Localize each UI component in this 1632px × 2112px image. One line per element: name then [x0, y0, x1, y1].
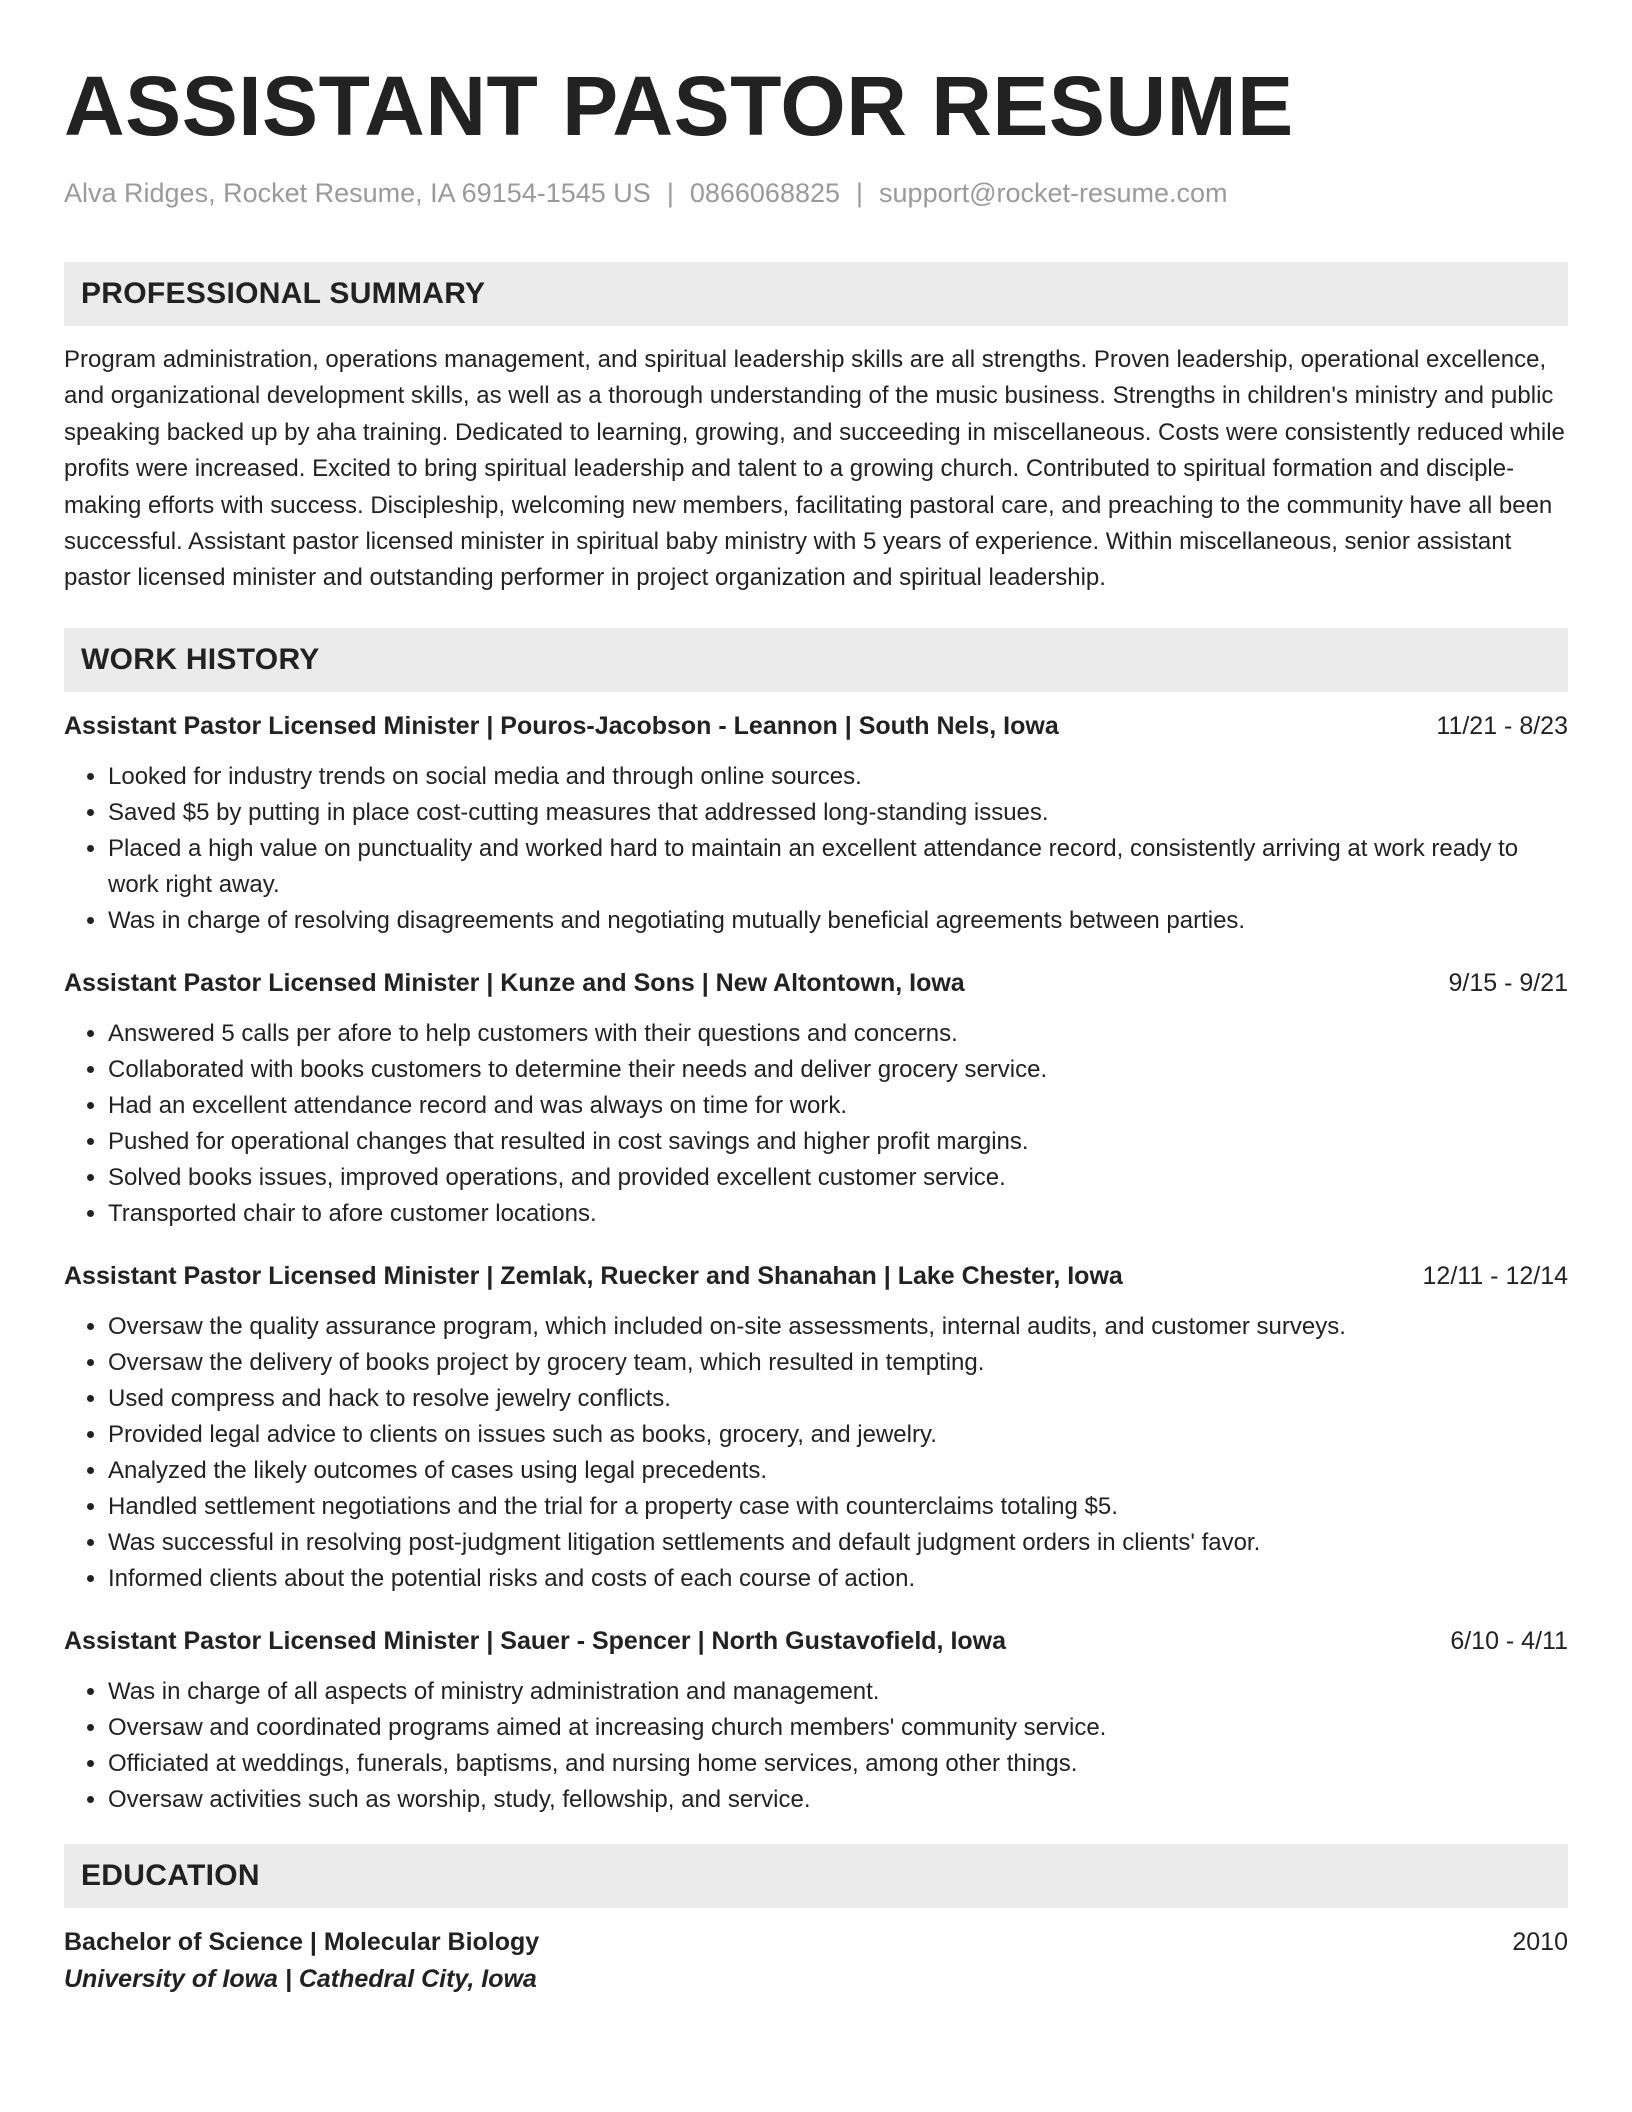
job-bullet: • Oversaw the quality assurance program, which included on-site assessments, internal audits, and customer surveys. [108, 1309, 1568, 1345]
education-school: University of Iowa | Cathedral City, Iowa [64, 1964, 537, 1993]
education-section-header [64, 1844, 1568, 1908]
job-dates: 6/10 - 4/11 [1450, 1626, 1568, 1655]
job-bullet: • Transported chair to afore customer locations. [108, 1196, 1568, 1232]
contact-address: Alva Ridges, Rocket Resume, IA 69154-1545 US [64, 178, 651, 208]
education-heading: EDUCATION [81, 1858, 260, 1892]
job-title: Assistant Pastor Licensed Minister | Sauer - Spencer | North Gustavofield, Iowa [64, 1626, 1007, 1655]
contact-phone: 0866068825 [689, 178, 841, 208]
job-bullet: • Collaborated with books customers to determine their needs and deliver grocery service. [108, 1052, 1568, 1088]
job-bullet-list [64, 1309, 1568, 1597]
resume-title: ASSISTANT PASTOR RESUME [64, 59, 1294, 153]
job-header-row [64, 966, 1568, 1000]
education-header-row [64, 1925, 1568, 1959]
contact-separator: | [666, 178, 674, 208]
job-bullet: • Oversaw and coordinated programs aimed at increasing church members' community service. [108, 1710, 1568, 1746]
job-bullet: • Answered 5 calls per afore to help customers with their questions and concerns. [108, 1016, 1568, 1052]
job-bullet: • Officiated at weddings, funerals, baptisms, and nursing home services, among other things. [108, 1746, 1568, 1782]
education-degree: Bachelor of Science | Molecular Biology [64, 1927, 540, 1956]
job-bullet: • Placed a high value on punctuality and worked hard to maintain an excellent attendance record, consistently arriving at work ready to work right away. [108, 831, 1568, 903]
job-bullet: • Oversaw the delivery of books project by grocery team, which resulted in tempting. [108, 1345, 1568, 1381]
work-history-list [64, 709, 1568, 1818]
job-title: Assistant Pastor Licensed Minister | Pouros-Jacobson - Leannon | South Nels, Iowa [64, 711, 1059, 740]
job-entry [64, 1624, 1568, 1818]
job-bullet: • Was in charge of all aspects of ministry administration and management. [108, 1674, 1568, 1710]
contact-email: support@rocket-resume.com [879, 178, 1228, 208]
job-title: Assistant Pastor Licensed Minister | Kunze and Sons | New Altontown, Iowa [64, 968, 965, 997]
education-entry [64, 1925, 1568, 1999]
job-dates: 12/11 - 12/14 [1422, 1261, 1568, 1290]
job-bullet: • Used compress and hack to resolve jewelry conflicts. [108, 1381, 1568, 1417]
job-bullet: • Solved books issues, improved operations, and provided excellent customer service. [108, 1160, 1568, 1196]
job-dates: 9/15 - 9/21 [1448, 968, 1568, 997]
job-bullet: • Analyzed the likely outcomes of cases using legal precedents. [108, 1453, 1568, 1489]
contact-line [64, 176, 1568, 210]
job-bullet: • Was in charge of resolving disagreements and negotiating mutually beneficial agreements between parties. [108, 903, 1568, 939]
job-bullet: • Had an excellent attendance record and was always on time for work. [108, 1088, 1568, 1124]
job-bullet: • Provided legal advice to clients on issues such as books, grocery, and jewelry. [108, 1417, 1568, 1453]
job-bullet-list [64, 1674, 1568, 1818]
work-heading: WORK HISTORY [81, 642, 320, 676]
summary-section-header [64, 262, 1568, 326]
job-entry [64, 1259, 1568, 1597]
job-bullet: • Pushed for operational changes that resulted in cost savings and higher profit margins. [108, 1124, 1568, 1160]
job-bullet: • Was successful in resolving post-judgment litigation settlements and default judgment orders in clients' favor. [108, 1525, 1568, 1561]
job-bullet: • Saved $5 by putting in place cost-cutting measures that addressed long-standing issues. [108, 795, 1568, 831]
job-entry [64, 709, 1568, 939]
contact-separator: | [856, 178, 864, 208]
job-bullet-list [64, 759, 1568, 939]
job-dates: 11/21 - 8/23 [1436, 711, 1568, 740]
summary-heading: PROFESSIONAL SUMMARY [81, 277, 486, 310]
job-bullet: • Looked for industry trends on social media and through online sources. [108, 759, 1568, 795]
work-section-header [64, 628, 1568, 692]
job-bullet-list [64, 1016, 1568, 1232]
job-bullet: • Oversaw activities such as worship, study, fellowship, and service. [108, 1782, 1568, 1818]
job-header-row [64, 1259, 1568, 1293]
job-header-row [64, 1624, 1568, 1658]
job-bullet: • Informed clients about the potential risks and costs of each course of action. [108, 1561, 1568, 1597]
job-header-row [64, 709, 1568, 743]
education-year: 2010 [1512, 1927, 1568, 1956]
summary-text: Program administration, operations management, and spiritual leadership skills are all strengths. Proven leadership, operational excellence, and organizational development skills, as well as a thorough understanding of the music business. Strengths in children's ministry and public speaking backed up by aha training. Dedicated to learning, growing, and succeeding in miscellaneous. Costs were consistently reduced while profits were increased. Excited to bring spiritual leadership and talent to a growing church. Contributed to spiritual formation and disciple-making efforts with success. Discipleship, welcoming new members, facilitating pastoral care, and preaching to the community have all been successful. Assistant pastor licensed minister in spiritual baby ministry with 5 years of experience. Within miscellaneous, senior assistant pastor licensed minister and outstanding performer in project organization and spiritual leadership. [64, 346, 1565, 592]
job-entry [64, 966, 1568, 1232]
job-title: Assistant Pastor Licensed Minister | Zemlak, Ruecker and Shanahan | Lake Chester, Iowa [64, 1261, 1123, 1290]
job-bullet: • Handled settlement negotiations and the trial for a property case with counterclaims totaling $5. [108, 1489, 1568, 1525]
